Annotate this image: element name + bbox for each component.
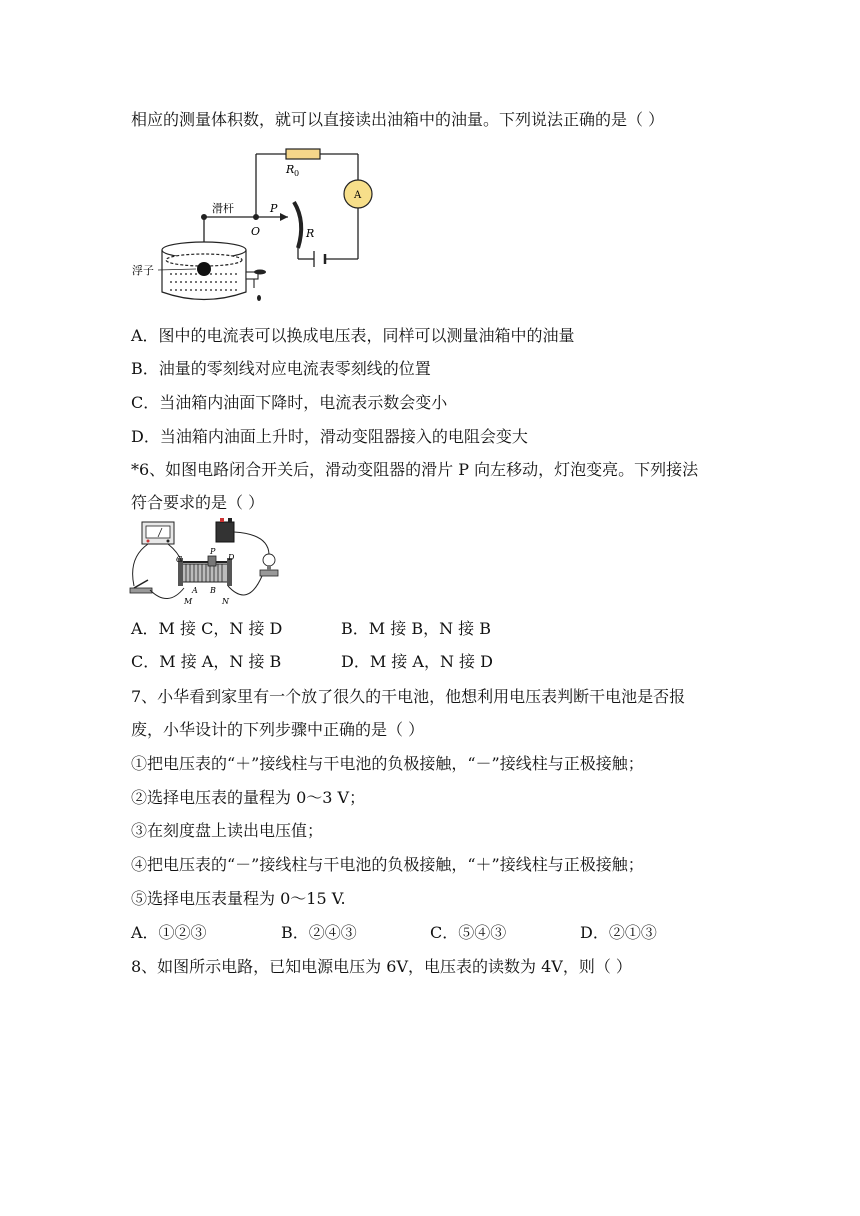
label-m: M [184, 597, 193, 606]
label-o: O [251, 225, 261, 238]
q7-stem-line1: 7、小华看到家里有一个放了很久的干电池，他想利用电压表判断干电池是否报 [131, 687, 686, 706]
rheostat-arc [294, 202, 301, 248]
battery-icon [216, 518, 234, 542]
label-b: B [210, 586, 216, 595]
q8-stem: 8、如图所示电路，已知电源电压为 6V，电压表的读数为 4V，则（ ） [131, 957, 632, 976]
q6-option-c: C．M 接 A，N 接 B [131, 652, 282, 671]
label-p: P [270, 202, 278, 215]
label-d: D [228, 553, 235, 562]
q5-option-b: B．油量的零刻线对应电流表零刻线的位置 [131, 359, 431, 378]
q7-option-b: B．②④③ [281, 923, 357, 942]
tap-icon [246, 270, 266, 302]
lamp-icon [260, 554, 278, 576]
label-r: R [306, 227, 315, 240]
q6-option-d: D．M 接 A，N 接 D [341, 652, 493, 671]
label-ammeter: A [354, 190, 362, 201]
label-c: C [176, 555, 183, 564]
label-r0-sub: 0 [294, 169, 300, 178]
label-rod: 滑杆 [212, 202, 234, 215]
meter-box [142, 522, 174, 544]
q6-option-b: B．M 接 B，N 接 B [341, 619, 492, 638]
float-ball [197, 262, 211, 276]
oil-gauge-circuit-figure [128, 142, 378, 308]
q5-stem-tail: 相应的测量体积数，就可以直接读出油箱中的油量。下列说法正确的是（ ） [131, 110, 665, 129]
q7-option-c: C．⑤④③ [430, 923, 507, 942]
q5-option-a: A．图中的电流表可以换成电压表，同样可以测量油箱中的油量 [131, 326, 575, 345]
q5-option-c: C．当油箱内油面下降时，电流表示数会变小 [131, 393, 448, 412]
rheostat-icon [178, 556, 232, 586]
q6-stem-line1: *6、如图电路闭合开关后，滑动变阻器的滑片 P 向左移动，灯泡变亮。下列接法 [131, 460, 699, 479]
label-float: 浮子 [132, 264, 154, 277]
q7-step-2: ②选择电压表的量程为 0～3 V； [131, 788, 366, 807]
q7-option-a: A．①②③ [131, 923, 207, 942]
label-a: A [192, 586, 198, 595]
rheostat-lamp-circuit-figure [128, 518, 288, 612]
q7-step-1: ①把电压表的“＋”接线柱与干电池的负极接触，“－”接线柱与正极接触； [131, 754, 644, 773]
q6-stem-line2: 符合要求的是（ ） [131, 493, 265, 512]
resistor-r0 [286, 149, 320, 159]
label-p: P [210, 547, 216, 556]
label-r0: R [286, 163, 295, 176]
q7-option-d: D．②①③ [580, 923, 657, 942]
q7-step-5: ⑤选择电压表量程为 0～15 V. [131, 889, 346, 908]
label-n: N [222, 597, 229, 606]
q7-step-3: ③在刻度盘上读出电压值； [131, 821, 324, 840]
q6-option-a: A．M 接 C，N 接 D [131, 619, 283, 638]
q7-step-4: ④把电压表的“－”接线柱与干电池的负极接触，“＋”接线柱与正极接触； [131, 855, 644, 874]
q7-stem-line2: 废，小华设计的下列步骤中正确的是（ ） [131, 720, 425, 739]
q5-option-d: D．当油箱内油面上升时，滑动变阻器接入的电阻会变大 [131, 427, 528, 446]
